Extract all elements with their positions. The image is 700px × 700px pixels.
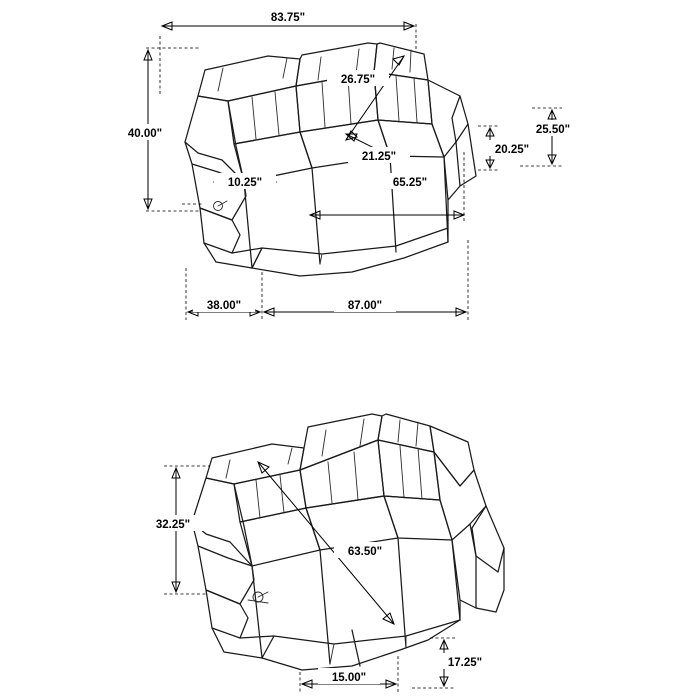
dim-arm-width: 10.25"	[227, 177, 263, 189]
dim-arm-height: 40.00"	[127, 128, 163, 140]
dim-footrest-height: 17.25"	[447, 657, 483, 669]
dim-width-top: 83.75"	[270, 12, 306, 24]
dim-overall-width-base: 87.00"	[347, 300, 383, 312]
dim-back-height-right: 25.50"	[535, 124, 571, 136]
dim-footrest-depth: 15.00"	[331, 672, 367, 684]
dim-reclined-height: 32.25"	[155, 519, 191, 531]
dimensions-reclined-view	[142, 462, 496, 692]
dim-seat-back-diagonal: 26.75"	[340, 74, 376, 86]
dim-depth-base: 38.00"	[206, 300, 242, 312]
dim-seat-width: 65.25"	[392, 177, 428, 189]
dim-seat-height-right: 20.25"	[494, 144, 530, 156]
dim-reclined-seat-diagonal: 63.50"	[347, 546, 383, 558]
dimensions-upright-view	[114, 9, 584, 320]
dim-seat-depth-diagonal: 21.25"	[361, 151, 397, 163]
